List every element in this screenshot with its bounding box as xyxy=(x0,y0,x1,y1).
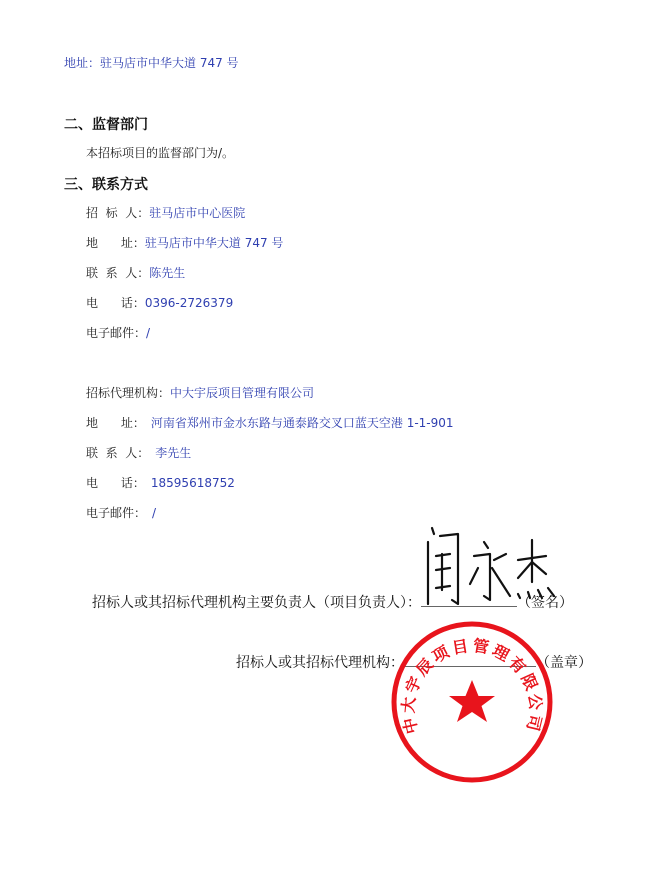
seal-arc-text: 中大宇辰项目管理有限公司 xyxy=(398,635,546,736)
tenderer-phone-row xyxy=(86,294,233,311)
tenderer-name-label: 招 标 人： xyxy=(86,206,150,220)
top-address: 地址：驻马店市中华大道 747 号 xyxy=(64,56,239,70)
seal-star-icon xyxy=(449,680,495,722)
agency-contact-value: 李先生 xyxy=(155,446,192,460)
agency-phone-value: 18595618752 xyxy=(150,476,235,490)
agency-email-label: 电子邮件： xyxy=(86,506,147,520)
tenderer-name-value: 驻马店市中心医院 xyxy=(149,206,246,220)
agency-email-value: / xyxy=(152,506,157,520)
agency-name-label: 招标代理机构： xyxy=(86,386,171,400)
agency-phone-label: 电 话： xyxy=(86,476,145,490)
tenderer-contact-label: 联 系 人： xyxy=(86,266,150,280)
tenderer-phone-value: 0396-2726379 xyxy=(144,296,234,310)
company-seal-stamp xyxy=(390,620,554,784)
agency-address-row xyxy=(86,414,454,431)
tenderer-address-label: 地 址： xyxy=(86,236,145,250)
handwriting-text: 闫永杰 xyxy=(418,520,421,521)
tenderer-email-label: 电子邮件： xyxy=(86,326,147,340)
tenderer-contact-row xyxy=(86,264,185,281)
tenderer-name-row xyxy=(86,204,245,221)
tenderer-email-value: / xyxy=(146,326,151,340)
agency-address-value: 河南省郑州市金水东路与通泰路交叉口蓝天空港 1-1-901 xyxy=(150,416,454,430)
tenderer-email-row xyxy=(86,324,150,341)
signature-label: 招标人或其招标代理机构主要负责人（项目负责人）： xyxy=(92,595,421,611)
section-heading-contact: 三、联系方式 xyxy=(64,177,148,193)
signature-suffix: （签名） xyxy=(517,595,573,611)
agency-name-value: 中大宇辰项目管理有限公司 xyxy=(170,386,315,400)
section-heading-supervision: 二、监督部门 xyxy=(64,117,148,133)
tenderer-phone-label: 电 话： xyxy=(86,296,145,310)
agency-contact-label: 联 系 人： xyxy=(86,446,150,460)
agency-name-row xyxy=(86,384,314,401)
tenderer-contact-value: 陈先生 xyxy=(149,266,186,280)
agency-contact-row xyxy=(86,444,191,461)
agency-address-label: 地 址： xyxy=(86,416,145,430)
agency-phone-row xyxy=(86,474,235,491)
handwritten-signature xyxy=(418,520,558,610)
supervision-text: 本招标项目的监督部门为/。 xyxy=(86,146,235,160)
seal-label: 招标人或其招标代理机构： xyxy=(236,655,404,671)
tenderer-address-value: 驻马店市中华大道 747 号 xyxy=(144,236,284,250)
agency-email-row xyxy=(86,504,156,521)
seal-suffix: （盖章） xyxy=(536,655,592,671)
tenderer-address-row xyxy=(86,234,283,251)
